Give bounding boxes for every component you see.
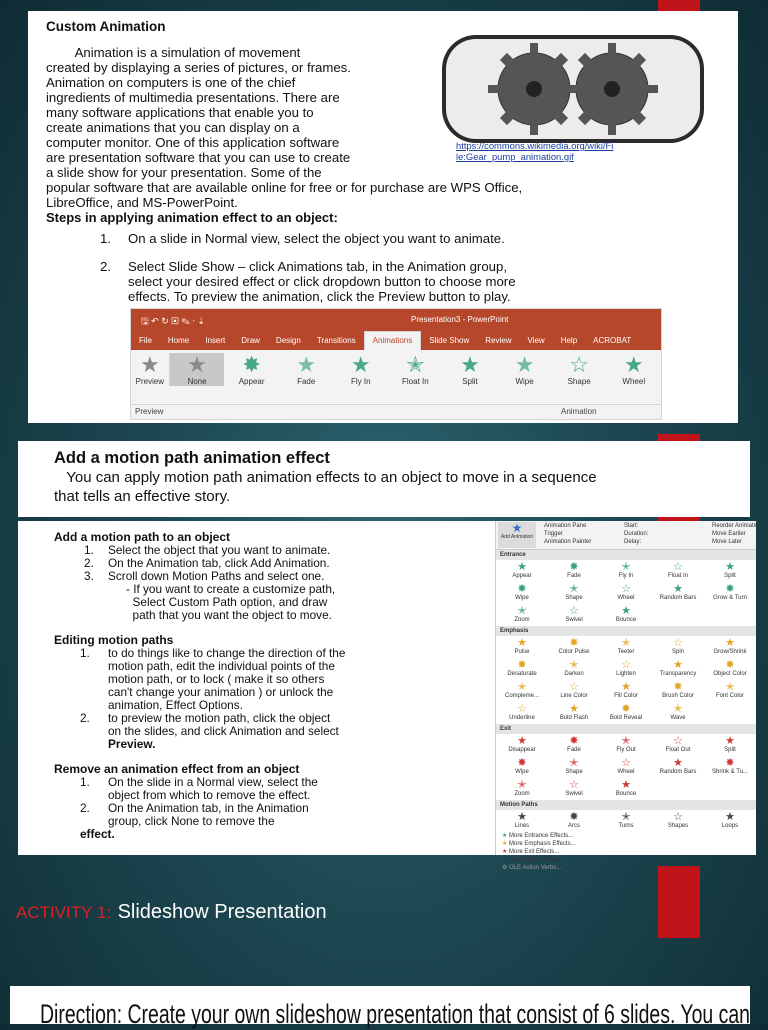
body-line: You can apply motion path animation effects to an object to move in a sequence — [54, 469, 597, 486]
effect-label: Appear — [512, 573, 532, 579]
add-animation-button[interactable]: ★ Add Animation — [498, 522, 536, 548]
effect-label: Split — [462, 377, 478, 386]
effect-wheel[interactable] — [606, 353, 661, 386]
ole-action-verbs-link[interactable]: ⚙ OLE Action Verbs... — [502, 865, 562, 871]
image-source-link[interactable]: https://commons.wikimedia.org/wiki/Fi le:Gear_pump_animation.gif — [456, 140, 614, 162]
window-title: Presentation3 - PowerPoint — [411, 315, 509, 324]
effect-label: Wave — [670, 715, 686, 721]
effect-label: Split — [724, 747, 736, 753]
list-item: 3. Scroll down Motion Paths and select one. — [84, 569, 325, 583]
star-icon: ★ — [725, 735, 735, 747]
step-text: On a slide in Normal view, select the object you want to animate. — [128, 231, 505, 246]
list-tail: effect. — [80, 827, 115, 841]
effect-label: Shapes — [667, 823, 689, 829]
effect-option[interactable] — [550, 736, 598, 754]
effect-label: Bounce — [615, 791, 637, 797]
star-icon: ★ — [725, 811, 735, 823]
effect-option[interactable] — [706, 638, 754, 656]
gallery-row — [496, 734, 756, 756]
effect-option[interactable] — [550, 682, 598, 700]
red-accent-activity — [658, 866, 700, 938]
intro-line: created by displaying a series of pictures, or frames. — [46, 60, 351, 75]
star-icon: ✭ — [406, 352, 425, 377]
effect-label: Appear — [238, 377, 265, 386]
effect-option[interactable] — [654, 682, 702, 700]
effect-label: Swivel — [565, 791, 583, 797]
effect-label: None — [187, 377, 207, 386]
gallery-section-header: Motion Paths — [496, 800, 756, 810]
move-later-button[interactable]: Move Later — [712, 539, 743, 545]
more-effects-list — [496, 832, 756, 872]
move-earlier-button[interactable]: Move Earlier — [712, 531, 746, 537]
star-icon: ☆ — [621, 757, 631, 769]
body-line: that tells an effective story. — [54, 488, 231, 505]
intro-line: a slide show for your presentation. Some of the — [46, 165, 322, 180]
effect-option[interactable] — [550, 780, 598, 798]
delay-field[interactable]: Delay: — [624, 539, 642, 545]
star-icon: ✭ — [621, 735, 631, 747]
effect-option[interactable] — [602, 812, 650, 830]
tab-file[interactable]: File — [139, 336, 152, 345]
effect-label: Bold Flash — [559, 715, 589, 721]
effect-option[interactable] — [706, 736, 754, 754]
star-burst-icon: ✸ — [242, 352, 261, 377]
effect-option[interactable] — [706, 584, 754, 602]
star-icon: ✸ — [569, 735, 579, 747]
motion-path-steps-slide — [18, 521, 762, 871]
gallery-row — [496, 560, 756, 582]
star-icon: ★ — [673, 757, 683, 769]
effect-option[interactable] — [498, 638, 546, 656]
effect-label: Bounce — [615, 617, 637, 623]
list-item: 1. On the slide in a Normal view, select the object from which to remove the effect. — [80, 775, 318, 802]
effect-option[interactable] — [654, 758, 702, 776]
effect-label: Object Color — [713, 671, 747, 677]
effect-label: Fade — [567, 573, 581, 579]
effect-split[interactable] — [443, 353, 498, 386]
effect-label: Line Color — [560, 693, 588, 699]
effect-label: Shape — [567, 377, 591, 386]
star-icon: ✭ — [517, 681, 527, 693]
slide-heading: Add a motion path animation effect — [54, 449, 330, 467]
effect-label: Lighten — [616, 671, 636, 677]
star-icon: ✭ — [673, 703, 683, 715]
tab-draw[interactable]: Draw — [241, 336, 260, 345]
star-icon: ✸ — [725, 583, 735, 595]
star-icon: ☆ — [569, 605, 579, 617]
sub-note: path that you want the object to move. — [126, 608, 332, 622]
effect-option[interactable] — [498, 758, 546, 776]
star-icon: ★ — [623, 352, 644, 377]
star-icon: ✸ — [725, 659, 735, 671]
gallery-row — [496, 810, 756, 832]
section-heading: Remove an animation effect from an object — [54, 762, 300, 776]
animation-painter-button[interactable]: Animation Painter — [544, 539, 592, 545]
effect-label: Grow/Shrink — [713, 649, 747, 655]
effect-label: Shrink & Tu... — [711, 769, 748, 775]
effect-label: Float In — [667, 573, 688, 579]
effect-label: Color Pulse — [558, 649, 590, 655]
effect-label: Disappear — [508, 747, 536, 753]
effect-option[interactable] — [498, 584, 546, 602]
effect-option[interactable] — [706, 660, 754, 678]
section-heading: Add a motion path to an object — [54, 530, 230, 544]
intro-line: popular software that are available online for free or for purchase are WPS Office, — [46, 180, 523, 195]
gallery-section-header: Emphasis — [496, 626, 756, 636]
more-motion-paths-link[interactable]: ☆ More Motion Paths... — [502, 857, 565, 863]
effect-fly-in[interactable] — [334, 353, 389, 386]
gallery-section-header: Exit — [496, 724, 756, 734]
star-icon: ✸ — [517, 757, 527, 769]
gallery-row — [496, 604, 756, 626]
effect-label: Darken — [564, 671, 584, 677]
step-1 — [100, 231, 720, 246]
effect-label: Shape — [565, 769, 583, 775]
effect-appear[interactable] — [224, 353, 279, 386]
intro-line: ingredients of multimedia presentations. There are — [46, 90, 340, 105]
star-icon: ✭ — [517, 779, 527, 791]
star-icon: ★ — [517, 561, 527, 573]
star-icon: ✸ — [569, 637, 579, 649]
effect-label: Turns — [618, 823, 634, 829]
start-field[interactable]: Start: — [624, 523, 639, 529]
intro-line: Animation on computers is one of the chief — [46, 75, 296, 90]
effect-option[interactable] — [654, 812, 702, 830]
preview-label: Preview — [135, 377, 165, 386]
effect-option[interactable] — [654, 584, 702, 602]
star-icon: ★ — [673, 659, 683, 671]
effect-label: Swivel — [565, 617, 583, 623]
motion-path-intro-slide — [18, 441, 750, 517]
direction-slide — [10, 986, 750, 1029]
effect-option[interactable] — [602, 562, 650, 580]
effect-option[interactable] — [654, 638, 702, 656]
effect-option[interactable] — [654, 562, 702, 580]
star-icon: ☆ — [673, 811, 683, 823]
effect-option[interactable] — [602, 638, 650, 656]
effect-option[interactable] — [498, 682, 546, 700]
star-icon: ✭ — [621, 637, 631, 649]
effect-label: Zoom — [514, 617, 530, 623]
star-icon: ☆ — [673, 735, 683, 747]
star-icon: ☆ — [673, 561, 683, 573]
effect-label: Shape — [565, 595, 583, 601]
effect-option[interactable] — [550, 584, 598, 602]
effect-option[interactable] — [550, 562, 598, 580]
effect-option[interactable] — [550, 812, 598, 830]
effect-option[interactable] — [498, 660, 546, 678]
gallery-row — [496, 756, 756, 778]
effect-option[interactable] — [654, 736, 702, 754]
animation-pane-button[interactable]: Animation Pane — [544, 523, 587, 529]
tab-slide-show[interactable]: Slide Show — [429, 336, 470, 345]
step-text: effects. To preview the animation, click the Preview button to play. — [128, 289, 511, 304]
list-item: 1. to do things like to change the direction of the motion path, edit the individual points of the motion path, or to lock ( make it so others can't change your animation ) or unlock the animation, Effect Options. — [80, 646, 346, 712]
effect-option[interactable] — [602, 660, 650, 678]
step-text: Select Slide Show – click Animations tab, in the Animation group, — [128, 259, 507, 274]
preview-star-icon: ★ — [139, 352, 160, 377]
gallery-toolbar — [496, 521, 762, 550]
effect-label: Random Bars — [659, 769, 697, 775]
effect-option[interactable] — [498, 606, 546, 624]
sub-note: Select Custom Path option, and draw — [126, 595, 328, 609]
effect-label: Pulse — [514, 649, 530, 655]
gallery-section-header: Entrance — [496, 550, 756, 560]
effect-label: Float Out — [665, 747, 691, 753]
effect-label: Loops — [721, 823, 739, 829]
more-entrance-link[interactable]: ★ More Entrance Effects... — [502, 833, 574, 839]
effect-label: Wheel — [617, 595, 635, 601]
star-icon: ☆ — [569, 779, 579, 791]
quick-access-toolbar[interactable]: 🖫 ↶ ↻ ▣ ✎ ⋅ ⇣ — [141, 316, 205, 326]
star-icon: ☆ — [569, 352, 590, 377]
more-exit-link[interactable]: ★ More Exit Effects... — [502, 849, 560, 855]
effect-option[interactable] — [550, 606, 598, 624]
star-icon: ✸ — [621, 703, 631, 715]
effect-option[interactable] — [550, 704, 598, 722]
more-emphasis-link[interactable]: ★ More Emphasis Effects... — [502, 841, 576, 847]
tab-transitions[interactable]: Transitions — [316, 336, 356, 345]
gallery-row — [496, 778, 756, 800]
list-item: 2. to preview the motion path, click the object on the slides, and click Animation and select Preview. — [80, 711, 339, 751]
effect-option[interactable] — [706, 758, 754, 776]
effect-option[interactable] — [602, 736, 650, 754]
list-item: 2. On the Animation tab, click Add Animation. — [84, 556, 330, 570]
activity-label: ACTIVITY 1: — [16, 903, 112, 922]
effect-label: Brush Color — [662, 693, 694, 699]
effect-option[interactable] — [498, 780, 546, 798]
gallery-row — [496, 702, 756, 724]
intro-line: are presentation software that you can use to create — [46, 150, 351, 165]
effect-option[interactable] — [498, 736, 546, 754]
star-icon: ✸ — [673, 681, 683, 693]
gallery-row — [496, 636, 756, 658]
effect-label: Wheel — [617, 769, 635, 775]
effect-none[interactable] — [170, 353, 225, 386]
effect-label: Desaturate — [507, 671, 537, 677]
effect-label: Fade — [567, 747, 581, 753]
effect-label: Grow & Turn — [713, 595, 747, 601]
star-icon: ★ — [514, 352, 535, 377]
preview-group-label: Preview — [135, 407, 164, 416]
effect-label: Split — [724, 573, 736, 579]
star-icon: ✸ — [517, 659, 527, 671]
effect-label: Fly In — [351, 377, 371, 386]
star-icon: ★ — [621, 779, 631, 791]
effect-label: Underline — [509, 715, 535, 721]
star-icon: ★ — [350, 352, 371, 377]
effect-option[interactable] — [602, 780, 650, 798]
star-icon: ★ — [460, 352, 480, 377]
effect-label: Wipe — [515, 377, 534, 386]
effect-option[interactable] — [706, 562, 754, 580]
activity-title — [16, 901, 327, 924]
effect-label: Wipe — [515, 769, 529, 775]
star-icon: ✭ — [725, 681, 735, 693]
effect-label: Wipe — [515, 595, 529, 601]
star-icon: ★ — [511, 521, 523, 535]
title-bar — [131, 309, 661, 330]
gallery-row — [496, 658, 756, 680]
reorder-label: Reorder Animation — [712, 523, 762, 529]
effect-option[interactable] — [654, 660, 702, 678]
star-icon: ✸ — [569, 811, 579, 823]
custom-animation-slide — [28, 11, 738, 423]
effect-label: Font Color — [715, 693, 744, 699]
intro-line: LibreOffice, and MS-PowerPoint. — [46, 195, 238, 210]
intro-line: many software applications that enable you to — [46, 105, 314, 120]
effect-option[interactable] — [602, 606, 650, 624]
effect-option[interactable] — [550, 638, 598, 656]
star-icon: ✭ — [517, 605, 527, 617]
effect-fade[interactable] — [279, 353, 334, 386]
step-number: 2. — [100, 259, 111, 274]
section-heading: Editing motion paths — [54, 633, 174, 647]
star-icon: ★ — [187, 352, 207, 377]
tab-help[interactable]: Help — [560, 336, 578, 345]
activity-name: Slideshow Presentation — [117, 901, 327, 923]
effect-label: Fill Color — [614, 693, 638, 699]
effect-option[interactable] — [602, 682, 650, 700]
star-icon: ☆ — [621, 659, 631, 671]
star-icon: ☆ — [621, 583, 631, 595]
animation-group-label: Animation — [561, 407, 597, 416]
star-icon: ✭ — [621, 811, 631, 823]
effect-option[interactable] — [602, 584, 650, 602]
effect-label: Fly In — [618, 573, 634, 579]
sub-note: - If you want to create a customize path, — [126, 582, 336, 596]
effect-label: Zoom — [514, 791, 530, 797]
effect-label: Bold Reveal — [609, 715, 643, 721]
effect-label: Arcs — [568, 823, 580, 829]
tab-view[interactable]: View — [527, 336, 545, 345]
effect-wipe[interactable] — [497, 353, 552, 386]
gear-pump-image — [442, 35, 704, 143]
effect-label: Float In — [402, 377, 429, 386]
star-icon: ✸ — [569, 561, 579, 573]
tab-animations[interactable]: Animations — [364, 331, 422, 350]
effect-label: Lines — [514, 823, 530, 829]
effect-option[interactable] — [706, 682, 754, 700]
effect-label: Fade — [297, 377, 316, 386]
tab-acrobat[interactable]: ACROBAT — [593, 336, 632, 345]
step-text: select your desired effect or click dropdown button to choose more — [128, 274, 516, 289]
trigger-button[interactable]: Trigger — [544, 531, 563, 537]
slide-heading: Custom Animation — [46, 19, 166, 34]
effect-label: Random Bars — [659, 595, 697, 601]
steps-heading: Steps in applying animation effect to an object: — [46, 210, 338, 225]
preview-button[interactable] — [131, 353, 170, 386]
star-icon: ☆ — [569, 681, 579, 693]
step-2 — [100, 259, 720, 304]
intro-line: computer monitor. One of this application software — [46, 135, 340, 150]
list-item: 2. On the Animation tab, in the Animation group, click None to remove the — [80, 801, 309, 828]
effect-label: Compleme... — [504, 693, 539, 699]
intro-line: create animations that you can display on a — [46, 120, 300, 135]
effect-shape[interactable] — [552, 353, 607, 386]
star-icon: ☆ — [673, 637, 683, 649]
effect-label: Fly Out — [616, 747, 636, 753]
step-number: 1. — [100, 231, 111, 246]
star-icon: ✭ — [621, 561, 631, 573]
gallery-row — [496, 582, 756, 604]
effect-option[interactable] — [550, 758, 598, 776]
powerpoint-ribbon — [130, 308, 662, 420]
gears-icon — [446, 39, 700, 139]
star-icon: ☆ — [517, 703, 527, 715]
effect-option[interactable] — [498, 562, 546, 580]
tab-insert[interactable]: Insert — [205, 336, 226, 345]
effect-option[interactable] — [498, 812, 546, 830]
animation-gallery — [495, 521, 762, 871]
star-icon: ★ — [517, 637, 527, 649]
effect-option[interactable] — [498, 704, 546, 722]
star-icon: ★ — [569, 703, 579, 715]
gallery-row — [496, 680, 756, 702]
star-icon: ✭ — [569, 757, 579, 769]
star-icon: ★ — [673, 583, 683, 595]
star-icon: ★ — [517, 811, 527, 823]
effect-option[interactable] — [550, 660, 598, 678]
star-icon: ★ — [621, 681, 631, 693]
effect-option[interactable] — [602, 704, 650, 722]
star-icon: ✸ — [725, 757, 735, 769]
effect-label: Spin — [671, 649, 684, 655]
star-icon: ★ — [296, 352, 317, 377]
ribbon-tabs — [131, 330, 661, 350]
direction-text: Direction: Create your own slideshow presentation that consist of 6 slides. You can — [40, 999, 750, 1029]
star-icon: ✭ — [569, 583, 579, 595]
effect-option[interactable] — [654, 704, 702, 722]
effect-option[interactable] — [602, 758, 650, 776]
intro-line: Animation is a simulation of movement — [46, 45, 301, 60]
tab-design[interactable]: Design — [275, 336, 301, 345]
list-item: 1. Select the object that you want to animate. — [84, 543, 331, 557]
star-icon: ✸ — [517, 583, 527, 595]
effect-label: Transparency — [659, 671, 697, 677]
tab-review[interactable]: Review — [485, 336, 512, 345]
effect-label: Teeter — [617, 649, 635, 655]
star-icon: ★ — [517, 735, 527, 747]
duration-field[interactable]: Duration: — [624, 531, 649, 537]
effect-label: Wheel — [622, 377, 646, 386]
gallery-body — [496, 550, 756, 832]
effect-float-in[interactable] — [388, 353, 443, 386]
star-icon: ★ — [725, 561, 735, 573]
star-icon: ★ — [621, 605, 631, 617]
tab-home[interactable]: Home — [167, 336, 190, 345]
star-icon: ★ — [725, 637, 735, 649]
star-icon: ✭ — [569, 659, 579, 671]
effect-option[interactable] — [706, 812, 754, 830]
